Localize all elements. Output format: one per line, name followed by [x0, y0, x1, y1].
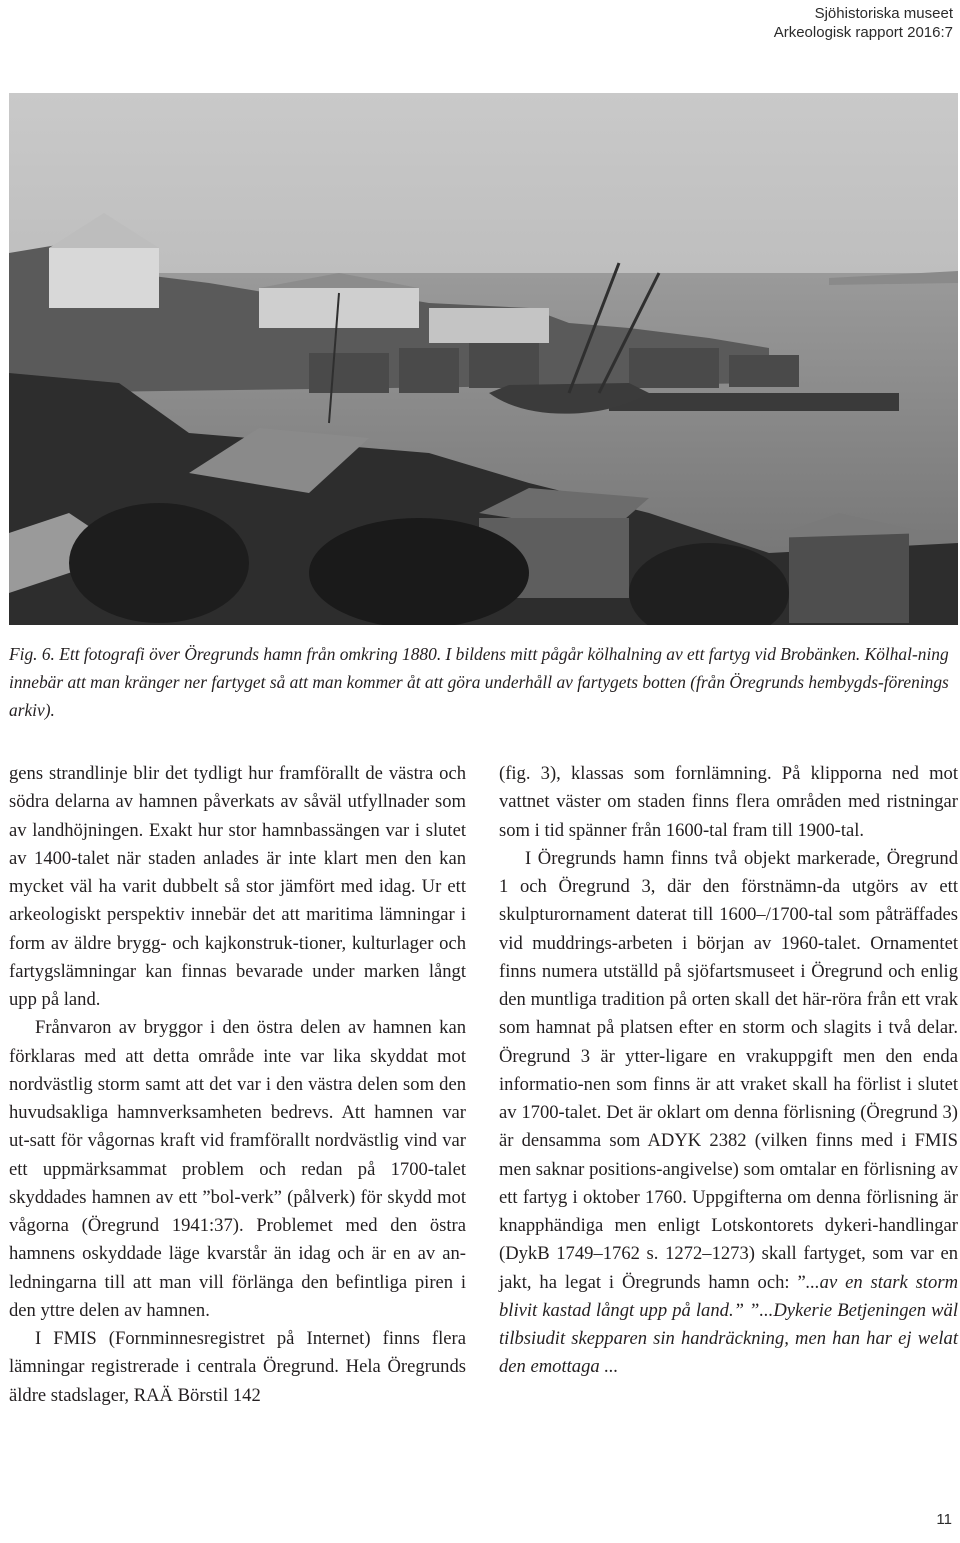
right-paragraph-2 — [499, 845, 958, 1382]
left-paragraph-1: gens strandlinje blir det tydligt hur framförallt de västra och södra delarna av hamnen påverkats av såväl utfyllnader som av landhöjningen. Exakt hur stor hamnbassängen var i slutet av 1400-talet när staden anlades är inte klart men den kan mycket väl ha varit dubbelt så stor jämfört med idag. Ur ett arkeologiskt perspektiv innebär det att maritima lämningar i form av äldre brygg- och kajkonstruk-tioner, kulturlager och fartygslämningar kan finnas bevarade under marken långt upp på land. — [9, 763, 466, 1010]
archival-quote: ...av en stark storm blivit kastad långt upp på land.” ”...Dykerie Betjeningen wäl tilbsiudit skepparen sin handräckning, men han har ej welat den emottaga ... — [499, 1271, 958, 1378]
right-paragraph-1: (fig. 3), klassas som fornlämning. På klipporna ned mot vattnet väster om staden finns flera områden med ristningar som i tid spänner från 1600-tal fram till 1900-tal. — [499, 763, 958, 841]
running-header — [774, 4, 953, 42]
right-paragraph-2-text: I Öregrunds hamn finns två objekt markerade, Öregrund 1 och Öregrund 3, där den förstnämn-da utgörs av ett skulpturornament daterat till 1600–/1700-tal som påträffades vid muddrings-arbeten i början av 1960-talet. Ornamentet finns numera utställd på sjöfartsmuseet i Öregrund och enlig den muntliga tradition på orten skall det här-röra från ett vrak som hamnat på platsen efter en storm och slagits i två delar. Öregrund 3 är ytter-ligare en vrakuppgift men den enda informatio-nen som finns är att vraket skall ha förlist i slutet av 1700-talet. Det är oklart om denna förlisning (Öregrund 3) är densamma som ADYK 2382 (vilken finns med i FMIS men saknar positions-angivelse) som omtalar en förlisning av ett fartyg i oktober 1760. Uppgifterna om denna förlisning är knapphändiga men enligt Lotskontorets dykeri-handlingar (DykB 1749–1762 s. 1272–1273) skall fartyget, som var en jakt, ha legat i Öregrunds hamn och: ” — [499, 847, 958, 1293]
left-paragraph-3: I FMIS (Fornminnesregistret på Internet) finns flera lämningar registrerade i centrala Öregrund. Hela Öregrunds äldre stadslager, RAÄ Börstil 142 — [9, 1328, 466, 1406]
page-number: 11 — [936, 1511, 952, 1528]
left-column — [9, 760, 466, 1410]
figure-caption: Fig. 6. Ett fotografi över Öregrunds hamn från omkring 1880. I bildens mitt pågår kölhalning av ett fartyg vid Brobänken. Kölhal-ning innebär att man kränger ner fartyget så att man kommer åt att göra underhåll av fartygets botten (från Öregrunds hembygds-förenings arkiv). — [9, 644, 949, 720]
right-column — [499, 760, 958, 1382]
header-report: Arkeologisk rapport 2016:7 — [773, 24, 953, 41]
left-paragraph-2: Frånvaron av bryggor i den östra delen av hamnen kan förklaras med att detta område inte var lika skyddat mot nordvästlig storm samt att det var i den västra delen som den huvudsakliga hamnverksamheten bedrevs. Att hamnen var ut-satt för vågornas kraft vid framförallt nordvästlig vind var ett uppmärksammat problem och redan på 1700-talet skyddades hamnen av ett ”bol-verk” (pålverk) för skydd mot vågorna (Öregrund 1941:37). Problemet med den östra hamnens oskyddade läge kvarstår än idag och är en av an-ledningarna till att man vill förlänga den befintliga piren i den yttre delen av hamnen. — [9, 1017, 466, 1321]
photo-illustration — [9, 93, 958, 625]
harbour-photograph — [9, 93, 958, 625]
header-museum: Sjöhistoriska museet — [814, 5, 953, 22]
